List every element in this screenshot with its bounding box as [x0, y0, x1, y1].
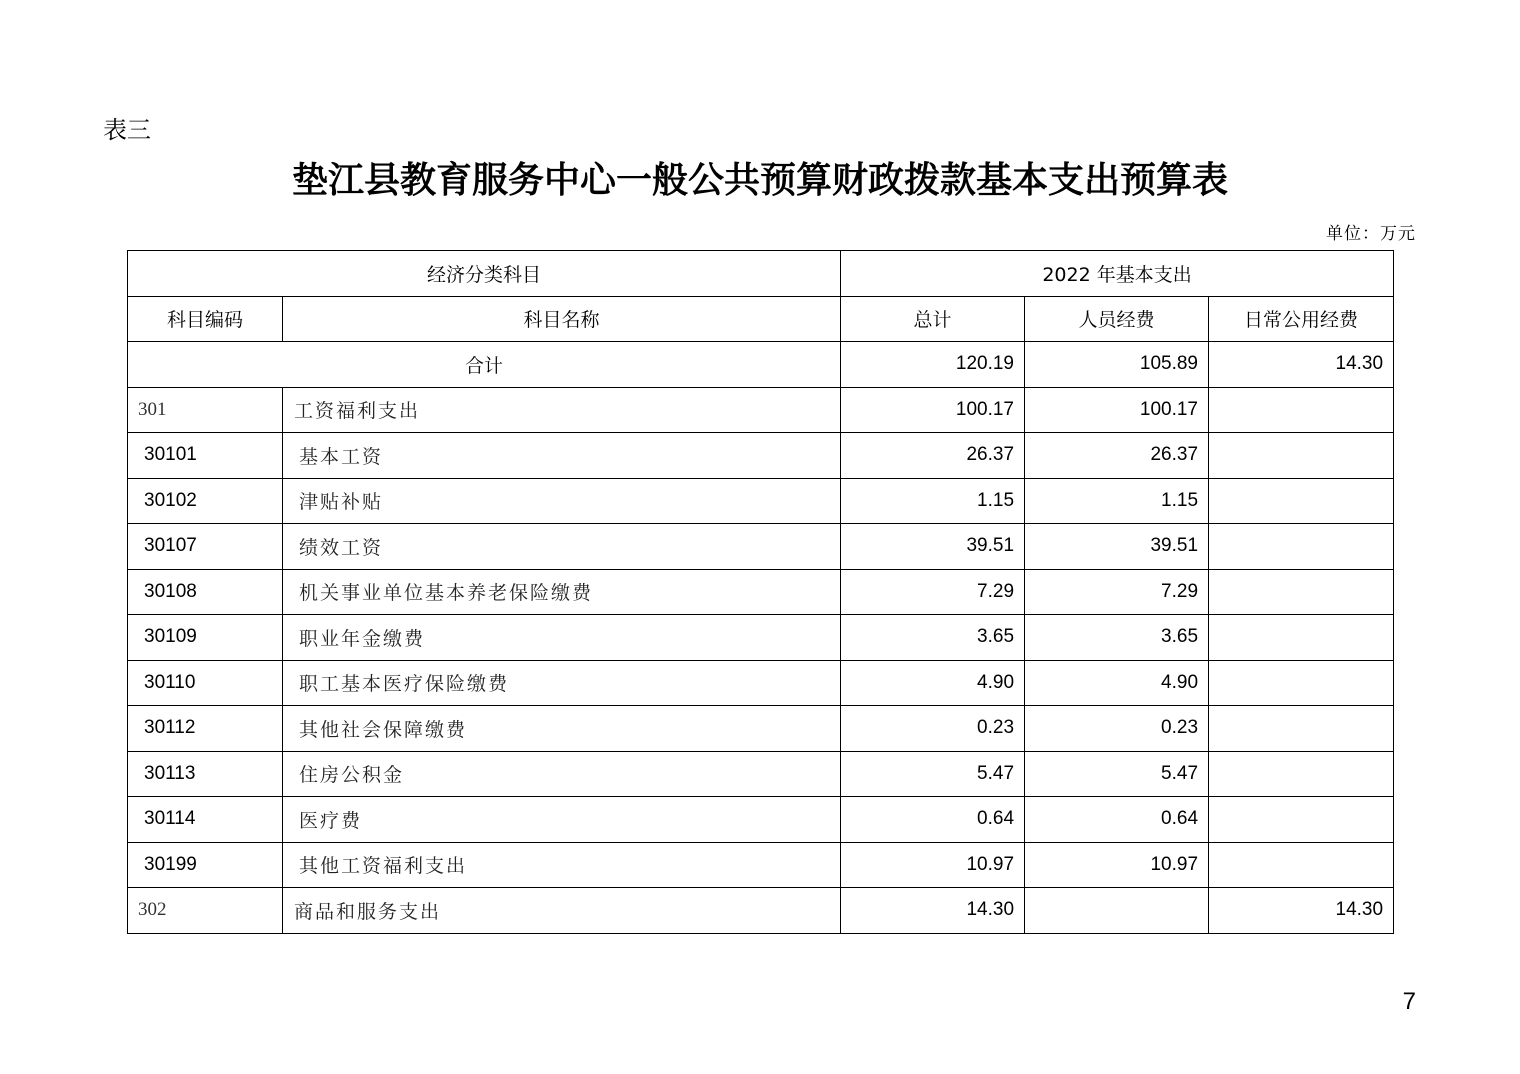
row-public: [1209, 751, 1394, 797]
row-personnel: 7.29: [1025, 569, 1209, 615]
row-personnel: 3.65: [1025, 615, 1209, 661]
row-personnel: 5.47: [1025, 751, 1209, 797]
total-label: 合计: [128, 342, 841, 388]
row-name: 职业年金缴费: [283, 615, 841, 661]
row-total: 26.37: [841, 433, 1025, 479]
total-row: [128, 342, 1394, 388]
table-row: [128, 797, 1394, 843]
row-total: 7.29: [841, 569, 1025, 615]
group-header-row: [128, 251, 1394, 297]
row-code: 30112: [128, 706, 283, 752]
row-public: [1209, 478, 1394, 524]
row-name: 基本工资: [283, 433, 841, 479]
row-public: [1209, 524, 1394, 570]
row-name: 机关事业单位基本养老保险缴费: [283, 569, 841, 615]
table-row: [128, 478, 1394, 524]
row-total: 0.23: [841, 706, 1025, 752]
row-code: 302: [128, 888, 283, 934]
row-code: 30109: [128, 615, 283, 661]
table-row: [128, 751, 1394, 797]
row-personnel: 100.17: [1025, 387, 1209, 433]
row-total: 4.90: [841, 660, 1025, 706]
row-public: [1209, 706, 1394, 752]
table-row: [128, 706, 1394, 752]
table-row: [128, 660, 1394, 706]
header-category: 经济分类科目: [128, 251, 841, 297]
table-row: [128, 524, 1394, 570]
page-number: 7: [1402, 988, 1416, 1015]
unit-note: 单位：万元: [1326, 224, 1416, 244]
row-name: 住房公积金: [283, 751, 841, 797]
row-personnel: 39.51: [1025, 524, 1209, 570]
row-name: 职工基本医疗保险缴费: [283, 660, 841, 706]
header-personnel: 人员经费: [1025, 296, 1209, 342]
page-title: 垫江县教育服务中心一般公共预算财政拨款基本支出预算表: [291, 159, 1228, 201]
row-personnel: 26.37: [1025, 433, 1209, 479]
row-name: 工资福利支出: [283, 387, 841, 433]
row-code: 30199: [128, 842, 283, 888]
row-name: 津贴补贴: [283, 478, 841, 524]
row-personnel: [1025, 888, 1209, 934]
row-total: 10.97: [841, 842, 1025, 888]
row-personnel: 1.15: [1025, 478, 1209, 524]
row-name: 其他社会保障缴费: [283, 706, 841, 752]
header-public: 日常公用经费: [1209, 296, 1394, 342]
row-total: 14.30: [841, 888, 1025, 934]
budget-table: [127, 250, 1394, 934]
row-code: 30102: [128, 478, 283, 524]
row-personnel: 10.97: [1025, 842, 1209, 888]
row-code: 30114: [128, 797, 283, 843]
row-total: 0.64: [841, 797, 1025, 843]
row-public: [1209, 387, 1394, 433]
row-total: 3.65: [841, 615, 1025, 661]
table-row: [128, 569, 1394, 615]
row-total: 39.51: [841, 524, 1025, 570]
row-code: 30107: [128, 524, 283, 570]
row-personnel: 4.90: [1025, 660, 1209, 706]
row-public: [1209, 433, 1394, 479]
row-total: 5.47: [841, 751, 1025, 797]
row-personnel: 0.64: [1025, 797, 1209, 843]
row-name: 商品和服务支出: [283, 888, 841, 934]
row-code: 30113: [128, 751, 283, 797]
row-name: 其他工资福利支出: [283, 842, 841, 888]
table-row: [128, 615, 1394, 661]
row-name: 绩效工资: [283, 524, 841, 570]
row-public: [1209, 615, 1394, 661]
row-code: 30108: [128, 569, 283, 615]
total-total: 120.19: [841, 342, 1025, 388]
table-row: [128, 387, 1394, 433]
table-row: [128, 433, 1394, 479]
row-public: [1209, 797, 1394, 843]
row-code: 30110: [128, 660, 283, 706]
row-total: 1.15: [841, 478, 1025, 524]
header-expense: 2022 年基本支出: [841, 251, 1394, 297]
row-total: 100.17: [841, 387, 1025, 433]
table-row: [128, 888, 1394, 934]
header-name: 科目名称: [283, 296, 841, 342]
table-label: 表三: [103, 116, 151, 144]
table-row: [128, 842, 1394, 888]
row-public: [1209, 569, 1394, 615]
row-public: [1209, 660, 1394, 706]
column-header-row: [128, 296, 1394, 342]
total-public: 14.30: [1209, 342, 1394, 388]
total-personnel: 105.89: [1025, 342, 1209, 388]
row-code: 301: [128, 387, 283, 433]
row-public: 14.30: [1209, 888, 1394, 934]
row-personnel: 0.23: [1025, 706, 1209, 752]
row-public: [1209, 842, 1394, 888]
row-name: 医疗费: [283, 797, 841, 843]
header-code: 科目编码: [128, 296, 283, 342]
row-code: 30101: [128, 433, 283, 479]
header-total: 总计: [841, 296, 1025, 342]
